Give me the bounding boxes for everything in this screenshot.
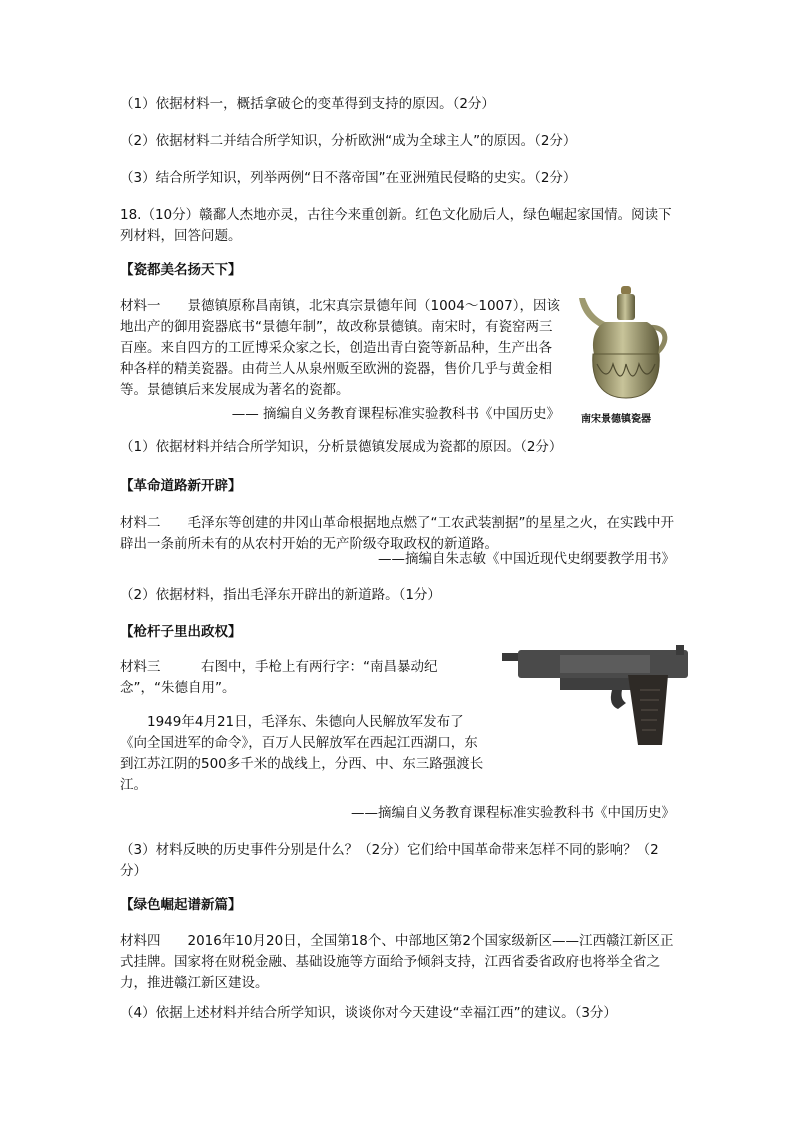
q18-sub3: （3）材料反映的历史事件分别是什么？（2分）它们给中国革命带来怎样不同的影响？（2分） bbox=[120, 842, 659, 879]
material-2-source: ——摘编自朱志敏《中国近现代史纲要教学用书》 bbox=[378, 551, 675, 567]
material-4: 材料四 2016年10月20日，全国第18个、中部地区第2个国家级新区——江西赣江新区正式挂牌。国家将在财税金融、基础设施等方面给予倾斜支持，江西省委省政府也将举全省之力，推进赣江新区建设。 bbox=[120, 933, 674, 991]
q17-sub2: （2）依据材料二并结合所学知识，分析欧洲“成为全球主人”的原因。（2分） bbox=[120, 133, 577, 149]
pistol-magazine-housing bbox=[560, 655, 650, 673]
section-heading-gun: 【枪杆子里出政权】 bbox=[120, 624, 242, 640]
section-heading-porcelain: 【瓷都美名扬天下】 bbox=[120, 262, 242, 278]
q18-sub4: （4）依据上述材料并结合所学知识，谈谈你对今天建设“幸福江西”的建议。（3分） bbox=[120, 1005, 617, 1021]
q17-sub1: （1）依据材料一，概括拿破仑的变革得到支持的原因。（2分） bbox=[120, 96, 495, 112]
ewer-neck bbox=[617, 294, 635, 320]
material-3-source: ——摘编自义务教育课程标准实验教科书《中国历史》 bbox=[351, 805, 675, 821]
porcelain-ewer-image bbox=[577, 284, 675, 402]
pistol-hammer bbox=[676, 645, 684, 655]
section-heading-green: 【绿色崛起谱新篇】 bbox=[120, 897, 242, 913]
material-2: 材料二 毛泽东等创建的井冈山革命根据地点燃了“工农武装割据”的星星之火，在实践中开辟出一条前所未有的从农村开始的无产阶级夺取政权的新道路。 bbox=[120, 515, 674, 552]
q18-sub2: （2）依据材料，指出毛泽东开辟出的新道路。（1分） bbox=[120, 587, 441, 603]
ewer-warming-bowl bbox=[593, 354, 659, 398]
pistol-trigger-guard bbox=[611, 690, 626, 709]
porcelain-caption: 南宋景德镇瓷器 bbox=[581, 414, 651, 425]
material-1-source: —— 摘编自义务教育课程标准实验教科书《中国历史》 bbox=[231, 406, 560, 422]
section-heading-revolution: 【革命道路新开辟】 bbox=[120, 478, 242, 494]
ewer-spout bbox=[579, 298, 605, 328]
material-1: 材料一 景德镇原称昌南镇，北宋真宗景德年间（1004～1007），因该地出产的御用瓷器底书“景德年制”，故改称景德镇。南宋时，有瓷窑两三百座。来自四方的工匠博采众家之长，创造出青白瓷等新品种，生产出各种各样的精美瓷器。由荷兰人从泉州贩至欧洲的瓷器，售价几乎与黄金相等。景德镇后来发展成为著名的瓷都。 bbox=[120, 298, 560, 398]
material-3-text-b: 1949年4月21日，毛泽东、朱德向人民解放军发布了《向全国进军的命令》，百万人民解放军在西起江西湖口，东到江苏江阴的500多千米的战线上，分西、中、东三路强渡长江。 bbox=[120, 714, 484, 793]
ewer-lid-knob bbox=[621, 286, 631, 295]
q18-sub1: （1）依据材料并结合所学知识，分析景德镇发展成为瓷都的原因。（2分） bbox=[120, 439, 563, 455]
pistol-image bbox=[500, 645, 690, 750]
q18-intro: 18.（10分）赣鄱人杰地亦灵，古往今来重创新。红色文化励后人，绿色崛起家国情。阅读下列材料，回答问题。 bbox=[120, 207, 672, 244]
q17-sub3: （3）结合所学知识，列举两例“日不落帝国”在亚洲殖民侵略的史实。（2分） bbox=[120, 170, 577, 186]
material-3-text-a: 材料三 右图中，手枪上有两行字：“南昌暴动纪念”，“朱德自用”。 bbox=[120, 659, 438, 696]
